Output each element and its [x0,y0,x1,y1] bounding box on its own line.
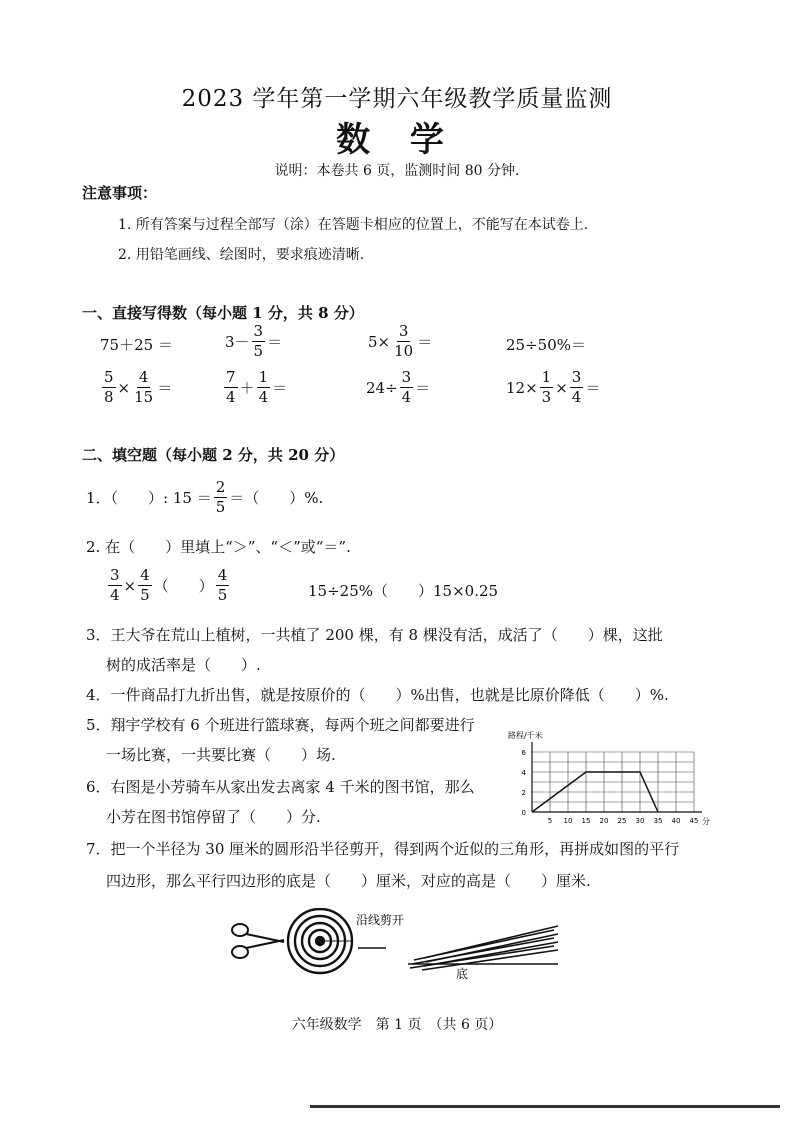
frac-den: 5 [253,342,264,360]
frac-a [540,370,554,405]
frac-num: 1 [541,368,552,386]
frac-num: 3 [110,566,120,584]
x-tick-label: 45 [689,817,699,825]
x-tick-label: 5 [547,817,553,825]
s1-q7-fraction [400,370,414,405]
y-tick-label: 0 [521,809,526,817]
s1-q8-pre: 12× [506,378,538,397]
s2-q5-line2: 一场比赛，一共要比赛（ ）场. [106,746,336,764]
chart-xlabel: 分 [702,817,710,826]
s2-q7-line1: 7．把一个半径为 30 厘米的圆形沿半径剪开，得到两个近似的三角形，再拼成如图的平行 [86,840,680,858]
scissors-icon [232,924,284,958]
equals: ＝ [272,379,288,397]
chart-ylabel: 路程/千米 [508,731,543,740]
s2-q1-post: ＝（ ）%. [229,489,324,507]
frac-den: 4 [401,388,412,406]
frac-den: 5 [215,498,226,516]
s1-q2-pre: 3－ [225,333,250,351]
s2-q4: 4．一件商品打九折出售，就是按原价的（ ）%出售，也就是比原价降低（ ）%. [86,686,669,704]
frac-num: 3 [398,322,409,340]
frac-b [257,370,271,405]
section1-heading: 一、直接写得数（每小题 1 分，共 8 分） [82,304,364,322]
operator: × [555,378,568,397]
s1-q3-fraction [392,324,415,359]
section2-heading: 二、填空题（每小题 2 分，共 20 分） [82,446,345,464]
s1-q7-post: ＝ [415,379,431,397]
x-tick-label: 35 [653,817,663,825]
frac-num: 3 [571,368,582,386]
subject-title: 数 学 [336,120,458,160]
operator: × [117,378,131,397]
parallelogram-strips [408,926,558,970]
frac-num: 4 [217,566,228,584]
x-tick-label: 40 [671,817,681,825]
x-tick-label: 15 [581,817,591,825]
equals: ＝ [157,379,173,397]
frac-num: 3 [401,368,412,386]
x-tick-label: 10 [563,817,573,825]
frac-den: 10 [394,342,414,360]
s2-q6-line1: 6．右图是小芳骑车从家出发去离家 4 千米的图书馆，那么 [86,778,475,796]
s1-q2 [225,324,282,359]
x-tick-label: 20 [599,817,609,825]
frac-den: 5 [217,586,228,604]
frac-num: 4 [138,368,149,386]
operator: ＋ [239,379,255,397]
s1-q5 [100,370,172,405]
frac-den: 4 [258,388,269,406]
x-tick-label: 30 [635,817,645,825]
y-tick-label: 4 [521,769,526,777]
frac-a [224,370,238,405]
circle-cut-figure [228,908,568,980]
s2-q6-line2: 小芳在图书馆停留了（ ）分. [106,808,321,826]
s2-q3-line2: 树的成活率是（ ）. [106,656,261,674]
frac-num: 3 [253,322,264,340]
s1-q2-post: ＝ [267,333,283,351]
frac-den: 4 [226,388,236,406]
s2-q1-pre: 1．（ ）: 15 ＝ [86,489,212,507]
y-tick-label: 2 [521,789,526,797]
s1-q3-post: ＝ [417,333,433,351]
s1-q1: 75＋25 ＝ [100,336,173,354]
exam-description: 说明：本卷共 6 页，监测时间 80 分钟. [274,163,520,179]
frac-num: 1 [258,368,269,386]
frac-den: 3 [541,388,552,406]
s2-q5-line1: 5．翔宇学校有 6 个班进行篮球赛，每两个班之间都要进行 [86,716,475,734]
s1-q7 [366,370,430,405]
x-tick-label: 25 [617,817,627,825]
frac-b [132,370,155,405]
s2-q1-fraction [214,480,228,515]
page-footer: 六年级数学 第 1 页 （共 6 页） [291,1017,503,1033]
y-tick-label: 6 [521,749,526,757]
frac-b [138,568,152,603]
s1-q8 [506,370,600,405]
s2-q1 [86,480,323,515]
frac-den: 8 [104,388,114,406]
s2-q2-a [106,568,231,603]
s1-q3-pre: 5× [368,332,391,351]
compare-blank: （ ） [153,577,214,595]
chart-grid [532,742,702,812]
chart-ticks [522,749,699,825]
scan-edge-bar [310,1105,780,1108]
note-item-1: 1. 所有答案与过程全部写（涂）在答题卡相应的位置上，不能写在本试卷上. [118,217,589,233]
s1-q2-fraction [252,324,266,359]
frac-num: 2 [215,478,226,496]
frac-den: 4 [110,586,120,604]
s1-q3 [368,324,432,359]
s1-q4: 25÷50%＝ [506,336,586,354]
frac-den: 4 [571,388,582,406]
s1-q7-pre: 24÷ [366,378,398,397]
operator: × [123,576,137,595]
s2-q7-line2: 四边形，那么平行四边形的底是（ ）厘米，对应的高是（ ）厘米. [106,872,591,890]
frac-b [570,370,584,405]
frac-a [102,370,116,405]
cut-label: 沿线剪开 [356,913,405,927]
s2-q2-b: 15÷25%（ ）15×0.25 [308,582,499,600]
notes-heading: 注意事项： [82,184,158,202]
s2-q3-line1: 3．王大爷在荒山上植树，一共植了 200 棵，有 8 棵没有活，成活了（ ）棵，这批 [86,626,663,644]
base-label: 底 [456,967,469,980]
frac-num: 4 [140,566,150,584]
frac-den: 5 [140,586,150,604]
s1-q6 [222,370,287,405]
s2-q2-line: 2. 在（ ）里填上“＞”、“＜”或“＝”. [86,538,351,556]
frac-num: 7 [226,368,236,386]
frac-c [216,568,230,603]
frac-den: 15 [134,388,154,406]
note-item-2: 2. 用铅笔画线、绘图时，要求痕迹清晰. [118,247,365,263]
exam-title: 2023 学年第一学期六年级教学质量监测 [181,86,613,112]
distance-time-chart [498,724,720,832]
frac-num: 5 [104,368,114,386]
equals: ＝ [585,379,601,397]
frac-a [108,568,122,603]
